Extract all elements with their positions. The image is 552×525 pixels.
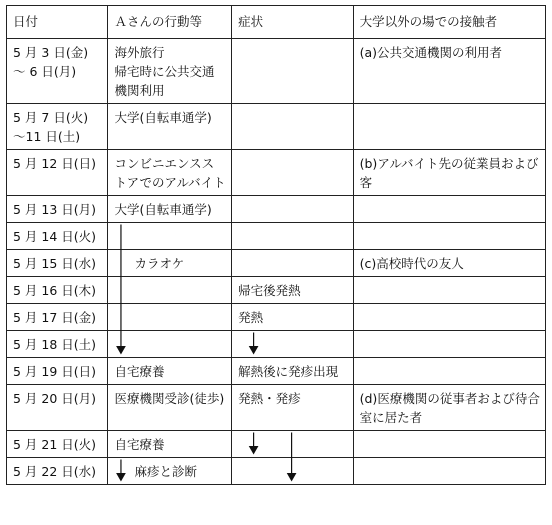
cell-symptom xyxy=(232,104,354,150)
cell-action: 自宅療養 xyxy=(108,358,232,385)
table-row xyxy=(7,331,546,358)
cell-date: 5 月 20 日(月) xyxy=(7,385,108,431)
cell-date: 5 月 16 日(木) xyxy=(7,277,108,304)
cell-action: 大学(自転車通学) xyxy=(108,196,232,223)
cell-date: 5 月 19 日(日) xyxy=(7,358,108,385)
cell-contact xyxy=(353,104,545,150)
cell-contact: (d)医療機関の従事者および待合室に居た者 xyxy=(353,385,545,431)
table-row xyxy=(7,385,546,431)
cell-action xyxy=(108,304,232,331)
cell-contact xyxy=(353,358,545,385)
cell-action: コンビニエンスストアでのアルバイト xyxy=(108,150,232,196)
header-action: Ａさんの行動等 xyxy=(108,6,232,39)
cell-symptom xyxy=(232,196,354,223)
table-row xyxy=(7,150,546,196)
cell-symptom: 発熱・発疹 xyxy=(232,385,354,431)
cell-date: 5 月 12 日(日) xyxy=(7,150,108,196)
cell-symptom xyxy=(232,150,354,196)
contact-tracing-table-wrapper xyxy=(6,5,546,485)
cell-symptom xyxy=(232,39,354,104)
cell-contact: (c)高校時代の友人 xyxy=(353,250,545,277)
cell-date: 5 月 15 日(水) xyxy=(7,250,108,277)
cell-contact xyxy=(353,223,545,250)
table-row xyxy=(7,196,546,223)
table-row xyxy=(7,223,546,250)
cell-date: 5 月 22 日(水) xyxy=(7,458,108,485)
cell-date: 5 月 13 日(月) xyxy=(7,196,108,223)
table-row xyxy=(7,250,546,277)
cell-symptom xyxy=(232,223,354,250)
cell-date: 5 月 18 日(土) xyxy=(7,331,108,358)
table-row xyxy=(7,104,546,150)
cell-action: 麻疹と診断 xyxy=(108,458,232,485)
cell-date: 5 月 3 日(金) ～ 6 日(月) xyxy=(7,39,108,104)
table-row xyxy=(7,431,546,458)
cell-action: 海外旅行 帰宅時に公共交通機関利用 xyxy=(108,39,232,104)
cell-contact: (a)公共交通機関の利用者 xyxy=(353,39,545,104)
contact-tracing-table xyxy=(6,5,546,485)
cell-contact xyxy=(353,458,545,485)
cell-symptom: 帰宅後発熱 xyxy=(232,277,354,304)
table-row xyxy=(7,358,546,385)
cell-symptom xyxy=(232,458,354,485)
table-row xyxy=(7,277,546,304)
cell-date: 5 月 14 日(火) xyxy=(7,223,108,250)
cell-action xyxy=(108,331,232,358)
table-row xyxy=(7,458,546,485)
cell-action: 大学(自転車通学) xyxy=(108,104,232,150)
cell-symptom xyxy=(232,431,354,458)
cell-contact xyxy=(353,431,545,458)
header-symptom: 症状 xyxy=(232,6,354,39)
cell-contact xyxy=(353,304,545,331)
cell-symptom: 解熱後に発疹出現 xyxy=(232,358,354,385)
cell-date: 5 月 17 日(金) xyxy=(7,304,108,331)
cell-contact xyxy=(353,277,545,304)
cell-action: 医療機関受診(徒歩) xyxy=(108,385,232,431)
cell-action xyxy=(108,277,232,304)
cell-date: 5 月 21 日(火) xyxy=(7,431,108,458)
cell-symptom xyxy=(232,250,354,277)
header-date: 日付 xyxy=(7,6,108,39)
cell-contact xyxy=(353,196,545,223)
cell-symptom xyxy=(232,331,354,358)
table-row xyxy=(7,39,546,104)
table-row xyxy=(7,304,546,331)
header-contact: 大学以外の場での接触者 xyxy=(353,6,545,39)
cell-date: 5 月 7 日(火) ～11 日(土) xyxy=(7,104,108,150)
cell-action: カラオケ xyxy=(108,250,232,277)
header-row xyxy=(7,6,546,39)
cell-contact: (b)アルバイト先の従業員および客 xyxy=(353,150,545,196)
cell-action xyxy=(108,223,232,250)
cell-contact xyxy=(353,331,545,358)
cell-action: 自宅療養 xyxy=(108,431,232,458)
cell-symptom: 発熱 xyxy=(232,304,354,331)
